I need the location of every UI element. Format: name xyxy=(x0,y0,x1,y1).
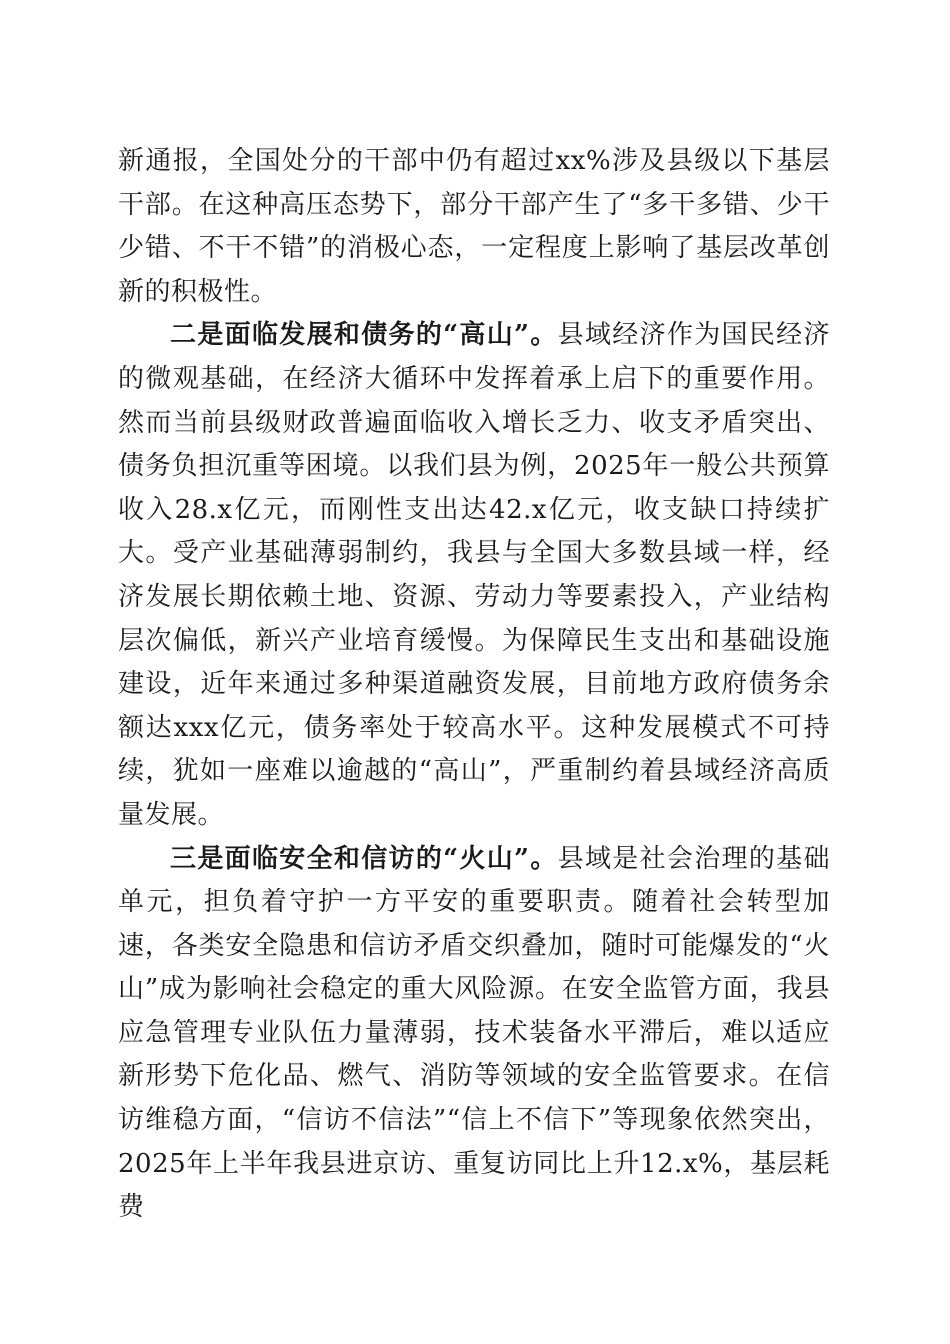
paragraph-2-text: 县域经济作为国民经济的微观基础，在经济大循环中发挥着承上启下的重要作用。然而当前县级财政普遍面临收入增长乏力、收支矛盾突出、债务负担沉重等困境。以我们县为例，2025年一般公共预算收入28.x亿元，而刚性支出达42.x亿元，收支缺口持续扩大。受产业基础薄弱制约，我县与全国大多数县域一样，经济发展长期依赖土地、资源、劳动力等要素投入，产业结构层次偏低，新兴产业培育缓慢。为保障民生支出和基础设施建设，近年来通过多种渠道融资发展，目前地方政府债务余额达xxx亿元，债务率处于较高水平。这种发展模式不可持续，犹如一座难以逾越的“高山”，严重制约着县域经济高质量发展。 xyxy=(118,320,830,830)
paragraph-2-lead: 二是面临发展和债务的“高山”。 xyxy=(170,320,558,351)
paragraph-2 xyxy=(118,314,830,837)
document-body xyxy=(118,140,830,1230)
paragraph-1-text: 新通报，全国处分的干部中仍有超过xx%涉及县级以下基层干部。在这种高压态势下，部分干部产生了“多干多错、少干少错、不干不错”的消极心态，一定程度上影响了基层改革创新的积极性。 xyxy=(118,146,830,307)
paragraph-1 xyxy=(118,140,830,314)
paragraph-3-text: 县域是社会治理的基础单元，担负着守护一方平安的重要职责。随着社会转型加速，各类安全隐患和信访矛盾交织叠加，随时可能爆发的“火山”成为影响社会稳定的重大风险源。在安全监管方面，我县应急管理专业队伍力量薄弱，技术装备水平滞后，难以适应新形势下危化品、燃气、消防等领域的安全监管要求。在信访维稳方面，“信访不信法”“信上不信下”等现象依然突出，2025年上半年我县进京访、重复访同比上升12.x%，基层耗费 xyxy=(118,843,830,1223)
paragraph-3 xyxy=(118,838,830,1230)
paragraph-3-lead: 三是面临安全和信访的“火山”。 xyxy=(170,843,558,874)
